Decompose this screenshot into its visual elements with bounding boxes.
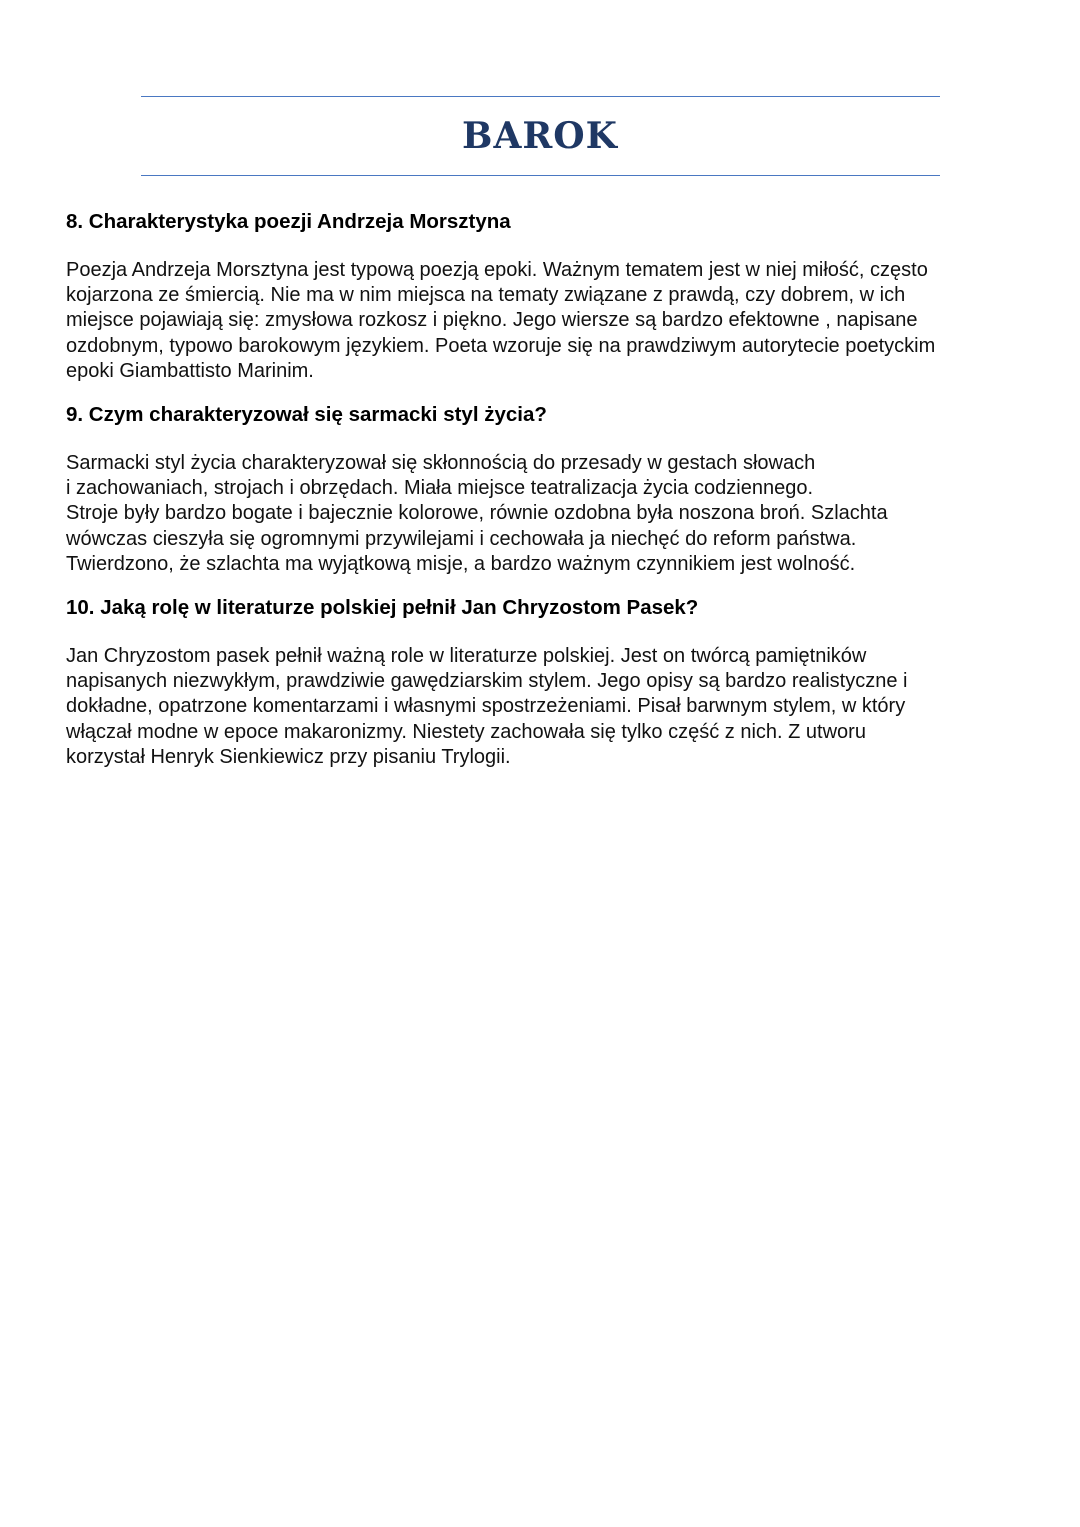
paragraph-line: ozdobnym, typowo barokowym językiem. Poeta wzoruje się na prawdziwym autorytecie poetyckim <box>66 334 936 357</box>
section-10 <box>66 593 1026 770</box>
paragraph-line: i zachowaniach, strojach i obrzędach. Miała miejsce teatralizacja życia codziennego. <box>66 477 814 500</box>
paragraph-line: epoki Giambattisto Marinim. <box>66 359 314 382</box>
paragraph-line: Sarmacki styl życia charakteryzował się skłonnością do przesady w gestach słowach <box>66 452 816 475</box>
section-paragraph <box>66 258 1026 384</box>
document-content <box>66 207 1026 786</box>
page-title: BAROK <box>462 115 618 157</box>
paragraph-line: korzystał Henryk Sienkiewicz przy pisaniu Trylogii. <box>66 745 511 768</box>
paragraph-line: Twierdzono, że szlachta ma wyjątkową misje, a bardzo ważnym czynnikiem jest wolność. <box>66 552 856 575</box>
header-bottom-rule <box>141 175 940 176</box>
section-9 <box>66 400 1026 577</box>
header-top-rule <box>141 96 940 97</box>
section-8 <box>66 207 1026 384</box>
section-heading: 10. Jaką rolę w literaturze polskiej pełnił Jan Chryzostom Pasek? <box>66 596 699 620</box>
paragraph-line: napisanych niezwykłym, prawdziwie gawędziarskim stylem. Jego opisy są bardzo realistyczne i <box>66 670 908 693</box>
paragraph-line: Stroje były bardzo bogate i bajecznie kolorowe, równie ozdobna była noszona broń. Szlachta <box>66 502 888 525</box>
paragraph-line: Poezja Andrzeja Morsztyna jest typową poezją epoki. Ważnym tematem jest w niej miłość, często <box>66 259 928 281</box>
paragraph-line: włączał modne w epoce makaronizmy. Niestety zachowała się tylko część z nich. Z utworu <box>66 720 866 743</box>
paragraph-line: miejsce pojawiają się: zmysłowa rozkosz i piękno. Jego wiersze są bardzo efektowne , napisane <box>66 309 918 332</box>
paragraph-line: Jan Chryzostom pasek pełnił ważną role w literaturze polskiej. Jest on twórcą pamiętników <box>66 645 867 668</box>
paragraph-line: wówczas cieszyła się ogromnymi przywilejami i cechowała ja niechęć do reform państwa. <box>66 527 857 550</box>
paragraph-line: kojarzona ze śmiercią. Nie ma w nim miejsca na tematy związane z prawdą, czy dobrem, w ich <box>66 284 906 307</box>
section-paragraph <box>66 451 1026 577</box>
section-paragraph <box>66 644 1026 770</box>
section-heading: 8. Charakterystyka poezji Andrzeja Morsztyna <box>66 210 511 233</box>
paragraph-line: dokładne, opatrzone komentarzami i własnymi spostrzeżeniami. Pisał barwnym stylem, w który <box>66 695 906 718</box>
section-heading: 9. Czym charakteryzował się sarmacki styl życia? <box>66 403 547 427</box>
